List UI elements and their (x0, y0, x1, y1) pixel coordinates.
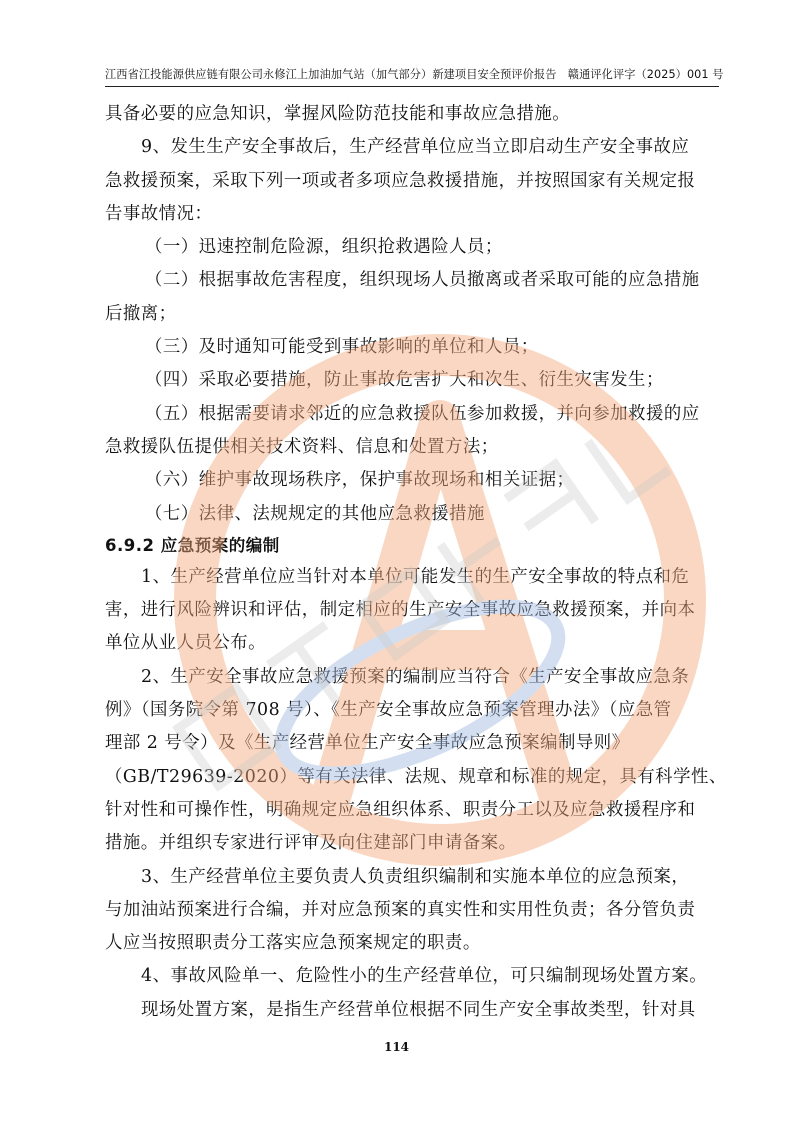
text-line: 针对性和可操作性，明确规定应急组织体系、职责分工以及应急救援程序和 (105, 799, 696, 820)
text-line: 4、事故风险单一、危险性小的生产经营单位，可只编制现场处置方案。 (141, 966, 708, 987)
text-line: 例》（国务院令第 708 号）、《生产安全事故应急预案管理办法》（应急管 (105, 700, 672, 721)
text-line: 1、生产经营单位应当针对本单位可能发生的生产安全事故的特点和危 (141, 566, 690, 587)
list-item: （三）及时通知可能受到事故影响的单位和人员； (145, 337, 539, 358)
list-item: （四）采取必要措施，防止事故危害扩大和次生、衍生灾害发生； (145, 370, 664, 391)
text-line: 现场处置方案，是指生产经营单位根据不同生产安全事故类型，针对具 (141, 999, 696, 1020)
list-item: （六）维护事故现场秩序，保护事故现场和相关证据； (145, 470, 575, 491)
list-item: （七）法律、法规规定的其他应急救援措施 (145, 503, 485, 524)
list-item: （二）根据事故危害程度，组织现场人员撤离或者采取可能的应急措施 (145, 270, 700, 291)
running-header: 江西省江投能源供应链有限公司永修江上加油加气站（加气部分）新建项目安全预评价报告 赣通评化评字（2025）001 号 (105, 68, 724, 81)
text-line: 后撤离； (105, 303, 177, 324)
text-line: （GB/T29639-2020）等有关法律、法规、规章和标准的规定，具有科学性、 (105, 766, 727, 787)
text-line: 害，进行风险辨识和评估，制定相应的生产安全事故应急救援预案，并向本 (105, 600, 696, 621)
text-line: 3、生产经营单位主要负责人负责组织编制和实施本单位的应急预案， (141, 866, 690, 887)
header-rule (105, 86, 719, 87)
text-line: 2、生产安全事故应急救援预案的编制应当符合《生产安全事故应急条 (141, 666, 690, 687)
page-number: 114 (383, 1040, 410, 1054)
text-line: 人应当按照职责分工落实应急预案规定的职责。 (105, 933, 481, 954)
text-line: 措施。并组织专家进行评审及向住建部门申请备案。 (105, 833, 517, 854)
list-item: （五）根据需要请求邻近的应急救援队伍参加救援，并向参加救援的应 (145, 403, 700, 424)
text-line: 具备必要的应急知识，掌握风险防范技能和事故应急措施。 (105, 104, 571, 124)
text-line: 急救援预案，采取下列一项或者多项应急救援措施，并按照国家有关规定报 (105, 170, 696, 191)
text-line: 急救援队伍提供相关技术资料、信息和处置方法； (105, 436, 499, 457)
list-item: （一）迅速控制危险源，组织抢救遇险人员； (145, 237, 503, 258)
page-body (105, 98, 725, 1027)
text-line: 9、发生生产安全事故后，生产经营单位应当立即启动生产安全事故应 (141, 137, 690, 158)
text-line: 告事故情况： (105, 203, 213, 224)
text-line: 理部 2 号令）及《生产经营单位生产安全事故应急预案编制导则》 (105, 733, 630, 754)
text-line: 单位从业人员公布。 (105, 633, 267, 654)
text-line: 与加油站预案进行合编，并对应急预案的真实性和实用性负责；各分管负责 (105, 899, 696, 920)
section-heading: 6.9.2 应急预案的编制 (105, 535, 280, 555)
